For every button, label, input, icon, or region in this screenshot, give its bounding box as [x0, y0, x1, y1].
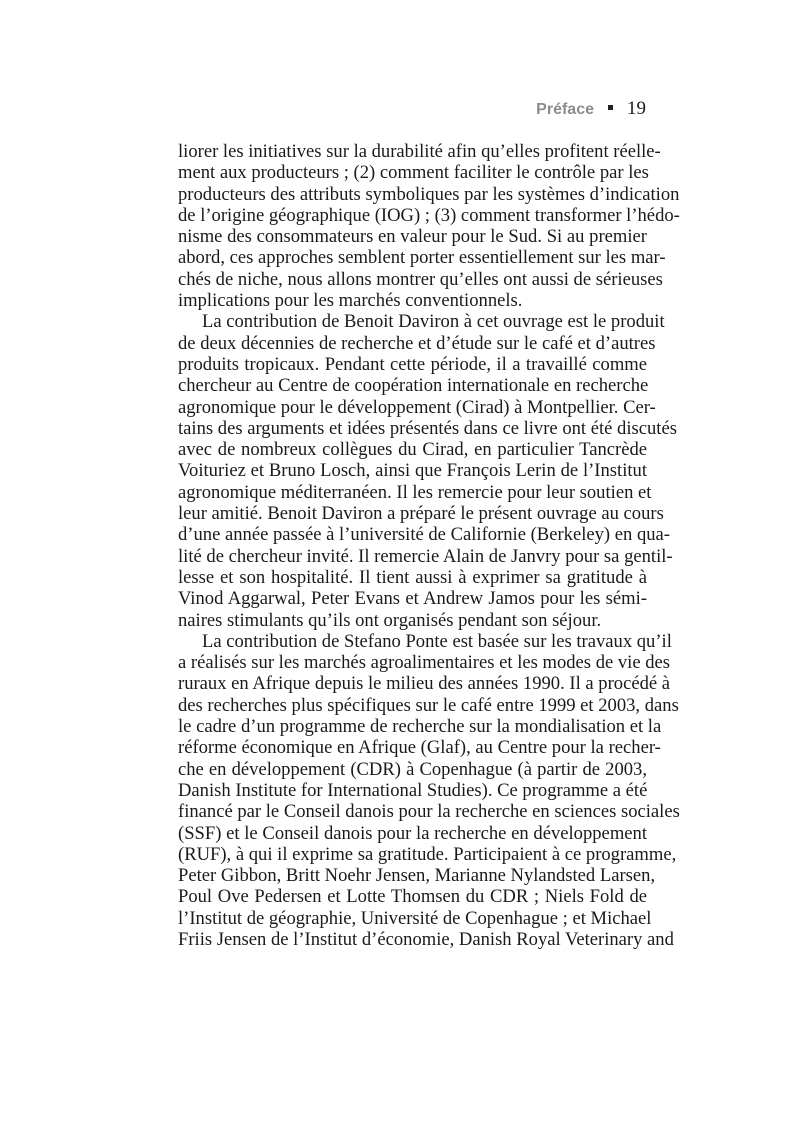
- text-line: naires stimulants qu’ils ont organisés pendant son séjour.: [178, 609, 602, 631]
- paragraph: [178, 141, 680, 312]
- text-line: tains des arguments et idées présentés dans ce livre ont été discutés: [178, 417, 677, 439]
- running-header: [536, 98, 646, 120]
- text-line: Vinod Aggarwal, Peter Evans et Andrew Jamos pour les sémi-: [178, 588, 647, 610]
- text-line: agronomique méditerranéen. Il les remercie pour leur soutien et: [178, 481, 652, 503]
- text-line: financé par le Conseil danois pour la recherche en sciences sociales: [178, 801, 680, 823]
- bullet-separator: [608, 105, 613, 110]
- paragraph: [178, 630, 680, 950]
- page-number: 19: [627, 98, 646, 119]
- text-line: des recherches plus spécifiques sur le café entre 1999 et 2003, dans: [178, 694, 679, 716]
- text-line: le cadre d’un programme de recherche sur la mondialisation et la: [178, 716, 662, 738]
- text-line: implications pour les marchés conventionnels.: [178, 290, 523, 312]
- text-line: Poul Ove Pedersen et Lotte Thomsen du CDR ; Niels Fold de: [178, 886, 647, 908]
- text-line: avec de nombreux collègues du Cirad, en particulier Tancrède: [178, 439, 647, 461]
- text-line: de deux décennies de recherche et d’étude sur le café et d’autres: [178, 332, 656, 354]
- text-line: agronomique pour le développement (Cirad) à Montpellier. Cer-: [178, 396, 656, 418]
- text-line: leur amitié. Benoit Daviron a préparé le présent ouvrage au cours: [178, 503, 664, 525]
- text-line: Peter Gibbon, Britt Noehr Jensen, Marianne Nylandsted Larsen,: [178, 865, 656, 887]
- text-line: a réalisés sur les marchés agroalimentaires et les modes de vie des: [178, 652, 671, 674]
- text-line: ruraux en Afrique depuis le milieu des années 1990. Il a procédé à: [178, 673, 671, 695]
- text-line: l’Institut de géographie, Université de Copenhague ; et Michael: [178, 907, 652, 929]
- text-line: abord, ces approches semblent porter essentiellement sur les mar-: [178, 247, 666, 269]
- text-line: Voituriez et Bruno Losch, ainsi que François Lerin de l’Institut: [178, 460, 647, 482]
- section-title: Préface: [536, 101, 594, 118]
- text-line: d’une année passée à l’université de Californie (Berkeley) en qua-: [178, 524, 670, 546]
- text-line: produits tropicaux. Pendant cette période, il a travaillé comme: [178, 353, 647, 375]
- paragraph: [178, 311, 677, 631]
- text-line: lité de chercheur invité. Il remercie Alain de Janvry pour sa gentil-: [178, 545, 673, 567]
- text-line: nisme des consommateurs en valeur pour le Sud. Si au premier: [178, 226, 647, 248]
- text-line: lesse et son hospitalité. Il tient aussi à exprimer sa gratitude à: [178, 566, 647, 588]
- text-line: ment aux producteurs ; (2) comment faciliter le contrôle par les: [178, 162, 649, 184]
- text-line: de l’origine géographique (IOG) ; (3) comment transformer l’hédo-: [178, 204, 680, 226]
- text-line: Friis Jensen de l’Institut d’économie, Danish Royal Veterinary and: [178, 928, 674, 950]
- text-line: chercheur au Centre de coopération internationale en recherche: [178, 375, 649, 397]
- text-line: liorer les initiatives sur la durabilité afin qu’elles profitent réelle-: [178, 141, 661, 162]
- text-line: Danish Institute for International Studies). Ce programme a été: [178, 779, 648, 801]
- text-line: chés de niche, nous allons montrer qu’elles ont aussi de sérieuses: [178, 268, 663, 290]
- text-line: réforme économique en Afrique (Glaf), au Centre pour la recher-: [178, 737, 661, 759]
- text-line: che en développement (CDR) à Copenhague (à partir de 2003,: [178, 758, 647, 780]
- text-line: (RUF), à qui il exprime sa gratitude. Participaient à ce programme,: [178, 843, 677, 865]
- text-line: producteurs des attributs symboliques par les systèmes d’indication: [178, 183, 680, 205]
- text-line: La contribution de Benoit Daviron à cet ouvrage est le produit: [202, 311, 665, 333]
- body-text: [178, 141, 680, 950]
- text-line: (SSF) et le Conseil danois pour la recherche en développement: [178, 822, 647, 844]
- text-line: La contribution de Stefano Ponte est basée sur les travaux qu’il: [202, 630, 672, 652]
